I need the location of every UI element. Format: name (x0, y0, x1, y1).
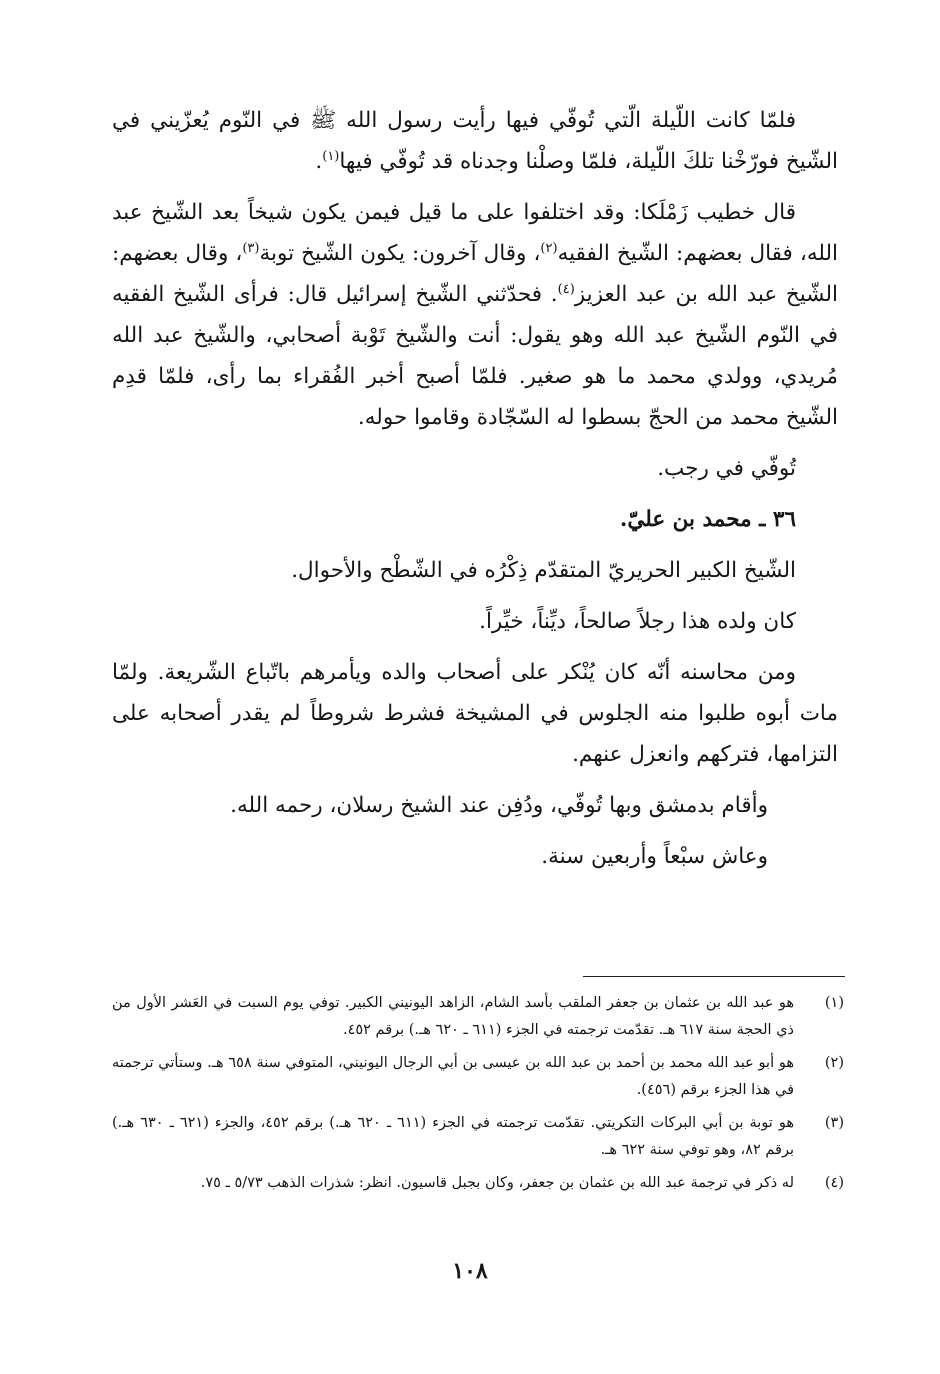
paragraph-2 (112, 192, 838, 438)
paragraph-2-part-d: . فحدّثني الشّيخ إسرائيل قال: فرأى الشّيخ الفقيه في النّوم الشّيخ عبد الله وهو يقول: أنت والشّيخ تَوْبة أصحابي، والشّيخ عبد الله مُريدي، وولدي محمد ما هو صغير. فلمّا أصبح أخبر الفُقراء بما رأى، فلمّا قدِم الشّيخ محمد من الحجّ بسطوا له السّجّادة وقاموا حوله. (112, 282, 838, 430)
footnote-text: هو عبد الله بن عثمان بن جعفر الملقب بأسد الشام، الزاهد اليونيني الكبير. توفي يوم السبت في العَشر الأول من ذي الحجة سنة ٦١٧ هـ. تقدّمت ترجمته في الجزء (٦١١ ـ ٦٢٠ هـ.) برقم ٤٥٢. (112, 995, 794, 1038)
footnote-number: (٣) (824, 1115, 844, 1131)
footnote-text: هو أبو عبد الله محمد بن أحمد بن عبد الله بن عيسى بن أبي الرجال اليونيني، المتوفي سنة ٦٥٨ هـ. وستأتي ترجمته في هذا الجزء برقم (٤٥٦). (112, 1055, 794, 1098)
paragraph-2-part-a: قال خطيب زَمْلَكا: وقد اختلفوا على ما قيل فيمن يكون شيخاً بعد الشّيخ عبد الله، فقال بعضهم: الشّيخ الفقيه (112, 200, 838, 266)
footnote-1 (112, 990, 844, 1044)
paragraph-8: وعاش سبْعاً وأربعين سنة. (541, 844, 768, 869)
paragraph-3: تُوفّي في رجب. (657, 456, 796, 481)
footnote-ref-2[interactable]: (٢) (540, 240, 558, 256)
footnote-4 (112, 1170, 844, 1197)
paragraph-6: ومن محاسنه أنّه كان يُنْكر على أصحاب والده ويأمرهم باتّباع الشّريعة. ولمّا مات أبوه طلبوا منه الجلوس في المشيخة فشرط شروطاً لم يقدر أصحابه على التزامها، فتركهم وانعزل عنهم. (112, 660, 838, 767)
paragraph-2-part-b: ، وقال آخرون: يكون الشّيخ توبة (259, 241, 541, 266)
footnote-2 (112, 1050, 844, 1104)
footnote-number: (٢) (824, 1055, 844, 1071)
footnote-ref-3[interactable]: (٣) (242, 240, 260, 256)
paragraph-4: الشّيخ الكبير الحريريّ المتقدّم ذِكْرُه في الشّطْح والأحوال. (291, 558, 796, 583)
paragraph-2-part-c: ، وقال بعضهم: الشّيخ عبد الله بن عبد العزيز (112, 241, 839, 307)
footnote-number: (١) (824, 995, 844, 1011)
footnote-text: له ذكر في ترجمة عبد الله بن عثمان بن جعفر، وكان بجبل قاسيون. انظر: شذرات الذهب ٥/٧٣ ـ ٧٥. (200, 1175, 794, 1191)
footnote-ref-1[interactable]: (١) (322, 148, 340, 164)
footnote-3 (112, 1110, 844, 1164)
footnotes (112, 990, 844, 1203)
paragraph-1 (112, 100, 838, 182)
paragraph-1-text: فلمّا كانت اللّيلة الّتي تُوفّي فيها رأيت رسول الله ﷺ في النّوم يُعزّيني في الشّيخ فورّخْنا تلكَ اللّيلة، فلمّا وصلْنا وجدناه قد تُوفّي فيها (112, 108, 838, 174)
paragraph-5: كان ولده هذا رجلاً صالحاً، ديِّناً، خيِّراً. (479, 609, 796, 634)
main-text (112, 100, 838, 877)
footnote-ref-4[interactable]: (٤) (557, 281, 575, 297)
entry-heading: ٣٦ ـ محمد بن عليّ. (619, 507, 796, 532)
footnote-divider (583, 976, 845, 977)
paragraph-7: وأقام بدمشق وبها تُوفّي، ودُفِن عند الشيخ رسلان، رحمه الله. (230, 793, 768, 818)
paragraph-1-tail: . (315, 149, 323, 174)
footnote-text: هو توبة بن أبي البركات التكريتي. تقدّمت ترجمته في الجزء (٦١١ ـ ٦٢٠ هـ.) برقم ٤٥٢، والجزء (٦٢١ ـ ٦٣٠ هـ.) برقم ٨٢، وهو توفي سنة ٦٢٢ هـ. (112, 1115, 794, 1158)
page-number: ١٠٨ (452, 1258, 488, 1284)
footnote-number: (٤) (824, 1175, 844, 1191)
